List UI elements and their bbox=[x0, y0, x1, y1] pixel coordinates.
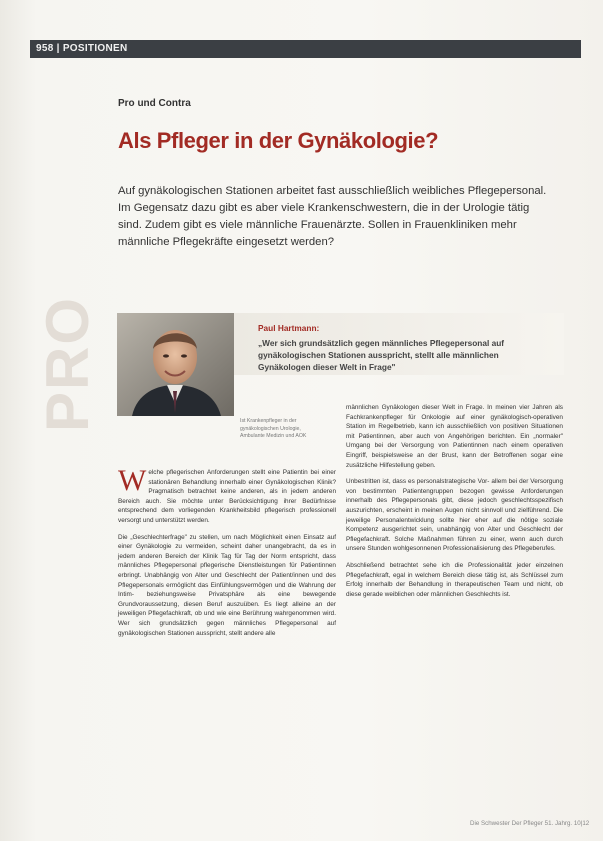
body-paragraph: Die „Geschlechterfrage" zu stellen, um nach Möglichkeit einen Einsatz auf einer Gynäkologie zu vermeiden, scheint daher unangebracht, da es in jedem anderen Bereich der Klinik Tag für Tag der Norm entspricht, dass männliches Pflegepersonal pflegerische Dienstleistungen für Patientinnen erbringt. Unabhängig von Alter und Geschlecht der Patient/innen und des Pflegepersonals ermöglicht das Einfühlungsvermögen und die Wahrung der Intim- beziehungsweise Privatsphäre als eine bewegende Grundvoraussetzung, diesen Beruf auszuüben. Es liegt alleine an der jeweiligen Pflegefachkraft, ob und wie eine Berührung wahrgenommen wird. Wer sich grundsätzlich gegen männliches Pflegepersonal auf gynäkologischen Stationen ausspricht, stellt andere alle bbox=[118, 533, 336, 637]
lead-paragraph: Auf gynäkologischen Stationen arbeitet fast ausschließlich weibliches Pflegepersonal. Im Gegensatz dazu gibt es aber viele Krankenschwestern, die in der Urologie tätig sind. Zudem gibt es viele männliche Frauenärzte. Sollen in Frauenkliniken mehr männliche Pflegekräfte eingesetzt werden? bbox=[118, 185, 547, 248]
article-title: Als Pfleger in der Gynäkologie? bbox=[118, 128, 439, 153]
paragraph-text: elche pflegerischen Anforderungen stellt eine Patientin bei einer stationären Behandlung innerhalb einer Gynäkologischen Klinik? Pragmatisch betrachtet keine anderen, als in jedem anderen Bereich auch. Sie möchte unter Berücksichtigung ihrer Bedürfnisse entsprechend dem vorliegenden Krankheitsbild pflegerisch professionell versorgt und unterstützt werden. bbox=[118, 469, 336, 524]
section-header: 958 | POSITIONEN bbox=[36, 43, 128, 54]
body-paragraph: Abschließend betrachtet sehe ich die Professionalität jeder einzelnen Pflegefachkraft, egal in welchem Bereich diese tätig ist, als Schlüssel zum Erfolg innerhalb der Behandlung in therapeutischen Team und nicht, ob diese gerade weiblichen oder männlichen Geschlechts ist. bbox=[346, 561, 563, 598]
drop-cap: W bbox=[118, 464, 147, 497]
pro-watermark bbox=[34, 295, 101, 440]
portrait-image bbox=[117, 313, 234, 416]
page-footer: Die Schwester Der Pfleger 51. Jahrg. 10|12 bbox=[470, 820, 590, 827]
body-column-right bbox=[346, 403, 563, 606]
author-name: Paul Hartmann: bbox=[258, 323, 320, 333]
body-column-left bbox=[118, 464, 336, 645]
kicker: Pro und Contra bbox=[118, 98, 191, 109]
body-paragraph: männlichen Gynäkologen dieser Welt in Frage. In meinen vier Jahren als Fachkrankenpfleger für Onkologie auf einer gynäkologisch-operativen Station im Regelbetrieb, kann ich ausschließlich von positiven Situationen mit Patientinnen, aber auch von Angehörigen berichten. Ein „normaler" Umgang bei der Versorgung von Patientinnen nach einem operativen Eingriff, beispielsweise an der Brust, kann der Betroffenen sogar eine zusätzliche Hilfestellung geben. bbox=[346, 404, 563, 469]
photo-caption: Ist Krankenpfleger in der gynäkologischen Urologie, Ambulante Medizin und AOK bbox=[240, 418, 307, 439]
body-paragraph bbox=[118, 464, 336, 526]
author-photo bbox=[117, 313, 234, 416]
body-paragraph: Unbestritten ist, dass es personalstrategische Vor- allem bei der Versorgung von bestimmten Patientengruppen bezogen gewisse Anforderungen innerhalb des Pflegepersonals gibt, diese jedoch geschlechtsspezifisch auszurichten, erscheint in meinen Augen nicht sinnvoll und zielführend. Die jeweilige Personalentwicklung sollte hier eher auf die nötige soziale Kompetenz ausgerichtet sein, unabhängig von Alter und Geschlecht der Pflegefachkraft. Solche Maßnahmen führen zu einer, wenn auch durch unsere Stunden wohlgesonnenen Professionalisierung des Pflegeberufes. bbox=[346, 478, 563, 553]
pro-watermark-text: PRO bbox=[34, 295, 101, 432]
pull-quote: „Wer sich grundsätzlich gegen männliches Pflegepersonal auf gynäkologischen Stationen ausspricht, stellt alle männlichen Gynäkologen dieser Welt in Frage" bbox=[258, 338, 505, 372]
